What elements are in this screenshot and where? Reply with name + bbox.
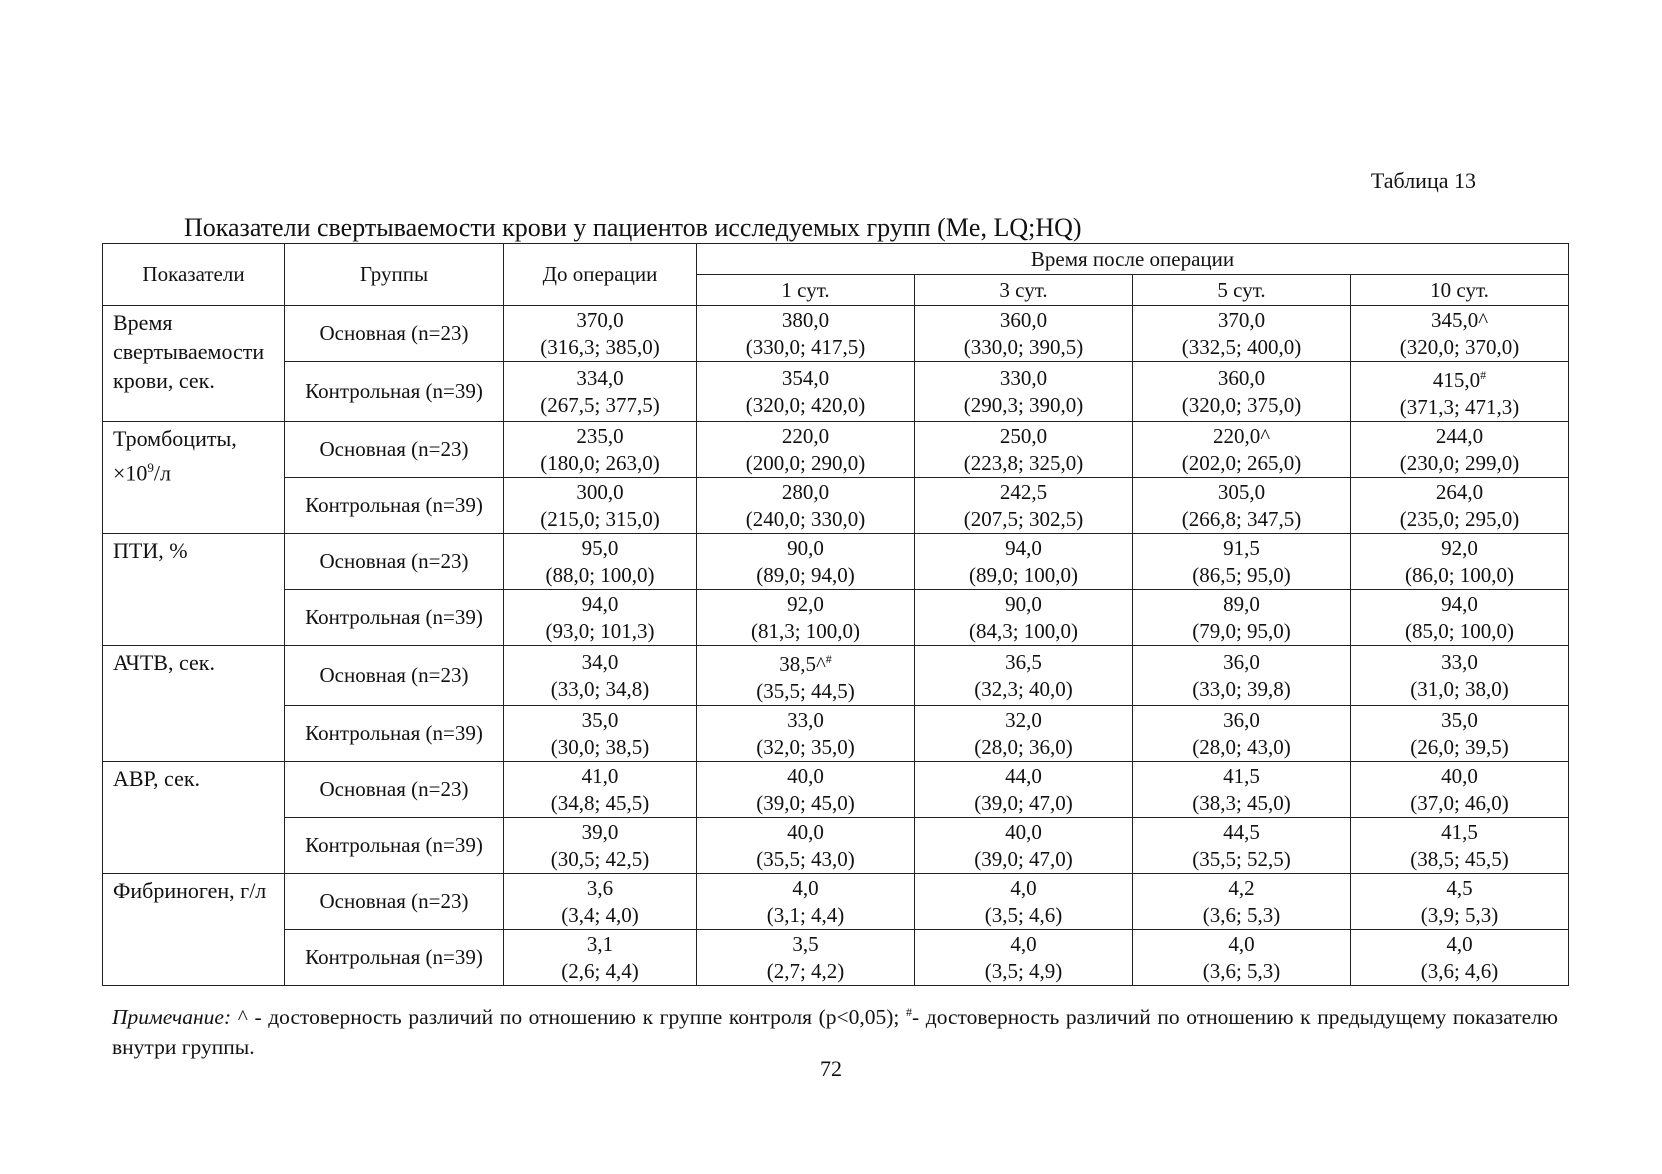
value-cell: [915, 478, 1133, 534]
value-cell: [1133, 762, 1351, 818]
indicator-label: АЧТВ, сек.: [113, 650, 215, 675]
value-cell: [1351, 306, 1569, 362]
group-cell: Контрольная (n=39): [285, 478, 504, 534]
table-row: [103, 874, 1569, 930]
median-value: [1351, 423, 1568, 450]
median-text: 334,0: [576, 365, 624, 390]
median-value: [915, 819, 1132, 846]
median-text: 280,0: [781, 479, 830, 504]
quartile-range: (86,0; 100,0): [1404, 562, 1515, 587]
value-cell: [504, 646, 697, 706]
median-value: [915, 591, 1132, 618]
median-value: [1351, 307, 1568, 334]
quartile-range: (320,0; 420,0): [745, 392, 866, 417]
quartile-range: (34,8; 45,5): [550, 790, 650, 815]
value-cell: [915, 306, 1133, 362]
median-text: 36,0: [1223, 707, 1260, 732]
median-text: 370,0: [576, 307, 624, 332]
value-cell: [697, 534, 915, 590]
table-row: [103, 930, 1569, 986]
median-text: 4,0: [1228, 931, 1255, 956]
table-footnote: [112, 997, 1558, 1062]
quartile-range: (93,0; 101,3): [545, 618, 655, 643]
quartile-range: (3,5; 4,9): [984, 958, 1063, 983]
median-value: [1351, 479, 1568, 506]
value-cell: [1133, 874, 1351, 930]
quartile-range: (85,0; 100,0): [1404, 618, 1515, 643]
median-text: 4,5: [1446, 875, 1473, 900]
quartile-range: (2,6; 4,4): [561, 958, 639, 983]
quartile-range: (207,5; 302,5): [963, 506, 1084, 531]
value-cell: [915, 362, 1133, 422]
median-value: [915, 649, 1132, 676]
median-text: 264,0: [1435, 479, 1484, 504]
header-groups: Группы: [285, 244, 504, 306]
value-cell: [697, 874, 915, 930]
median-value: [697, 423, 914, 450]
value-cell: [504, 422, 697, 478]
header-indicators: Показатели: [103, 244, 285, 306]
quartile-range: (86,5; 95,0): [1192, 562, 1291, 587]
quartile-range: (30,0; 38,5): [550, 734, 650, 759]
median-value: [1133, 763, 1350, 790]
quartile-range: (28,0; 36,0): [974, 734, 1073, 759]
median-text: 354,0: [781, 365, 830, 390]
value-cell: [1351, 646, 1569, 706]
value-cell: [1133, 422, 1351, 478]
quartile-range: (267,5; 377,5): [540, 392, 660, 417]
median-text: 4,0: [792, 875, 819, 900]
header-after-surgery: Время после операции: [697, 244, 1569, 275]
median-text: 91,5: [1223, 535, 1260, 560]
footnote-label: Примечание:: [112, 1005, 232, 1030]
median-text: 345,0^: [1430, 307, 1489, 332]
median-value: [697, 819, 914, 846]
value-cell: [915, 874, 1133, 930]
value-cell: [1351, 930, 1569, 986]
median-value: [1351, 591, 1568, 618]
indicator-cell: [103, 534, 285, 646]
median-text: 35,0: [1441, 707, 1478, 732]
value-cell: [504, 818, 697, 874]
table-row: [103, 590, 1569, 646]
table-row: [103, 762, 1569, 818]
value-cell: [915, 534, 1133, 590]
indicator-sup: 9: [147, 460, 154, 475]
value-cell: [697, 362, 915, 422]
median-text: 330,0: [999, 365, 1048, 390]
value-cell: [915, 706, 1133, 762]
quartile-range: (240,0; 330,0): [745, 506, 866, 531]
value-cell: [504, 706, 697, 762]
median-value: [1133, 365, 1350, 392]
median-value: [1351, 707, 1568, 734]
quartile-range: (320,0; 370,0): [1399, 334, 1520, 359]
value-cell: [1351, 362, 1569, 422]
quartile-range: (3,1; 4,4): [766, 902, 845, 927]
quartile-range: (330,0; 417,5): [745, 334, 866, 359]
quartile-range: (81,3; 100,0): [750, 618, 861, 643]
indicator-label: Время свертываемости крови, сек.: [113, 310, 265, 393]
table-row: [103, 306, 1569, 362]
quartile-range: (37,0; 46,0): [1410, 790, 1509, 815]
median-value: [1351, 763, 1568, 790]
median-value: [915, 763, 1132, 790]
value-cell: [697, 478, 915, 534]
quartile-range: (88,0; 100,0): [545, 562, 655, 587]
median-value: [1133, 875, 1350, 902]
quartile-range: (31,0; 38,0): [1410, 676, 1509, 701]
median-text: 32,0: [1005, 707, 1042, 732]
median-value: [504, 707, 696, 734]
value-cell: [504, 362, 697, 422]
quartile-range: (3,6; 5,3): [1202, 958, 1281, 983]
median-value: [697, 535, 914, 562]
footnote-sup: #: [906, 1005, 913, 1019]
quartile-range: (3,6; 4,6): [1420, 958, 1499, 983]
table-body: [103, 306, 1569, 986]
quartile-range: (3,9; 5,3): [1420, 902, 1499, 927]
median-text: 220,0^: [1212, 423, 1271, 448]
median-value: [1133, 931, 1350, 958]
value-cell: [1133, 930, 1351, 986]
quartile-range: (180,0; 263,0): [540, 450, 660, 475]
median-text: 36,5: [1005, 649, 1042, 674]
header-before-surgery: До операции: [504, 244, 697, 306]
median-value: [504, 479, 696, 506]
value-cell: [1351, 422, 1569, 478]
value-cell: [504, 534, 697, 590]
quartile-range: (332,5; 400,0): [1181, 334, 1302, 359]
value-cell: [697, 306, 915, 362]
quartile-range: (32,0; 35,0): [756, 734, 855, 759]
footnote-text-2: - достоверность различий по отношению к предыдущему показателю внутри группы.: [112, 1005, 1558, 1060]
median-text: 415,0: [1432, 368, 1481, 392]
quartile-range: (32,3; 40,0): [974, 676, 1073, 701]
median-value: [1351, 535, 1568, 562]
median-text: 40,0: [787, 763, 824, 788]
median-text: 89,0: [1223, 591, 1260, 616]
value-cell: [1133, 646, 1351, 706]
median-text: 40,0: [787, 819, 824, 844]
quartile-range: (235,0; 295,0): [1399, 506, 1520, 531]
median-value: [1351, 819, 1568, 846]
value-cell: [697, 818, 915, 874]
quartile-range: (371,3; 471,3): [1399, 395, 1520, 419]
median-text: 44,0: [1005, 763, 1042, 788]
table-number-label: Таблица 13: [1370, 168, 1476, 193]
quartile-range: (28,0; 43,0): [1192, 734, 1291, 759]
group-cell: Основная (n=23): [285, 762, 504, 818]
group-cell: Контрольная (n=39): [285, 706, 504, 762]
group-cell: Контрольная (n=39): [285, 590, 504, 646]
table-row: [103, 478, 1569, 534]
value-cell: [697, 422, 915, 478]
quartile-range: (38,3; 45,0): [1192, 790, 1291, 815]
value-cell: [504, 930, 697, 986]
group-cell: Основная (n=23): [285, 534, 504, 590]
median-text: 39,0: [581, 819, 619, 844]
median-value: [697, 931, 914, 958]
value-cell: [1133, 818, 1351, 874]
quartile-range: (266,8; 347,5): [1181, 506, 1302, 531]
median-value: [915, 423, 1132, 450]
median-value: [504, 423, 696, 450]
median-value: [1133, 649, 1350, 676]
median-value: [1133, 307, 1350, 334]
value-cell: [504, 306, 697, 362]
group-cell: Контрольная (n=39): [285, 818, 504, 874]
value-cell: [1133, 478, 1351, 534]
median-text: 94,0: [581, 591, 619, 616]
significance-mark: #: [1480, 368, 1487, 382]
median-value: [915, 535, 1132, 562]
table-row: [103, 362, 1569, 422]
quartile-range: (39,0; 47,0): [974, 846, 1073, 871]
median-text: 244,0: [1435, 423, 1484, 448]
value-cell: [1133, 534, 1351, 590]
quartile-range: (33,0; 39,8): [1192, 676, 1291, 701]
median-text: 44,5: [1223, 819, 1260, 844]
quartile-range: (33,0; 34,8): [550, 676, 650, 701]
quartile-range: (3,4; 4,0): [561, 902, 639, 927]
page-number: 72: [820, 1056, 842, 1081]
footnote-text-1: ^ - достоверность различий по отношению к группе контроля (р<0,05);: [231, 1005, 907, 1030]
table-row: [103, 706, 1569, 762]
median-value: [504, 365, 696, 392]
median-value: [1351, 931, 1568, 958]
median-text: 94,0: [1005, 535, 1042, 560]
value-cell: [1351, 706, 1569, 762]
median-text: 41,5: [1223, 763, 1260, 788]
indicator-suffix: /л: [153, 460, 172, 486]
median-text: 92,0: [1441, 535, 1478, 560]
quartile-range: (290,3; 390,0): [963, 392, 1084, 417]
median-value: [504, 875, 696, 902]
value-cell: [697, 706, 915, 762]
median-value: [504, 535, 696, 562]
quartile-range: (320,0; 375,0): [1181, 392, 1302, 417]
median-value: [915, 931, 1132, 958]
quartile-range: (223,8; 325,0): [963, 450, 1084, 475]
quartile-range: (202,0; 265,0): [1181, 450, 1302, 475]
quartile-range: (79,0; 95,0): [1192, 618, 1291, 643]
median-text: 235,0: [576, 423, 624, 448]
median-value: [697, 307, 914, 334]
value-cell: [915, 646, 1133, 706]
median-text: 95,0: [581, 535, 619, 560]
group-cell: Основная (n=23): [285, 422, 504, 478]
value-cell: [697, 930, 915, 986]
median-value: [697, 763, 914, 790]
quartile-range: (89,0; 94,0): [756, 562, 855, 587]
median-text: 40,0: [1441, 763, 1478, 788]
median-value: [915, 365, 1132, 392]
value-cell: [1351, 874, 1569, 930]
median-value: [504, 931, 696, 958]
quartile-range: (35,5; 43,0): [756, 846, 855, 871]
value-cell: [1351, 478, 1569, 534]
quartile-range: (3,5; 4,6): [984, 902, 1063, 927]
median-text: 242,5: [999, 479, 1048, 504]
header-day-10: 10 сут.: [1351, 275, 1569, 306]
median-value: [504, 591, 696, 618]
header-day-3: 3 сут.: [915, 275, 1133, 306]
value-cell: [1133, 306, 1351, 362]
indicator-label: ПТИ, %: [113, 538, 188, 563]
quartile-range: (316,3; 385,0): [540, 334, 660, 359]
median-value: [697, 479, 914, 506]
median-value: [1351, 649, 1568, 676]
value-cell: [1133, 590, 1351, 646]
quartile-range: (3,6; 5,3): [1202, 902, 1281, 927]
indicator-cell: [103, 762, 285, 874]
table-row: [103, 818, 1569, 874]
median-text: 3,6: [586, 875, 614, 900]
quartile-range: (84,3; 100,0): [968, 618, 1079, 643]
value-cell: [915, 762, 1133, 818]
indicator-cell: [103, 306, 285, 422]
quartile-range: (38,5; 45,5): [1410, 846, 1509, 871]
group-cell: Основная (n=23): [285, 306, 504, 362]
group-cell: Контрольная (n=39): [285, 930, 504, 986]
median-text: 380,0: [781, 307, 830, 332]
median-text: 40,0: [1005, 819, 1042, 844]
median-text: 4,2: [1228, 875, 1255, 900]
indicator-label: АВР, сек.: [113, 766, 201, 791]
significance-mark: #: [825, 652, 832, 666]
quartile-range: (26,0; 39,5): [1410, 734, 1509, 759]
value-cell: [504, 590, 697, 646]
value-cell: [1351, 534, 1569, 590]
median-value: [1133, 591, 1350, 618]
median-text: 305,0: [1217, 479, 1266, 504]
median-value: [697, 875, 914, 902]
indicator-label: Фибриноген, г/л: [113, 878, 267, 903]
header-day-5: 5 сут.: [1133, 275, 1351, 306]
median-value: [1133, 423, 1350, 450]
median-value: [915, 307, 1132, 334]
median-text: 90,0: [1005, 591, 1042, 616]
median-text: 3,5: [792, 931, 819, 956]
value-cell: [1133, 362, 1351, 422]
quartile-range: (30,5; 42,5): [550, 846, 650, 871]
quartile-range: (330,0; 390,5): [963, 334, 1084, 359]
median-value: [1133, 479, 1350, 506]
quartile-range: (89,0; 100,0): [968, 562, 1079, 587]
median-value: [697, 365, 914, 392]
value-cell: [504, 478, 697, 534]
group-cell: Контрольная (n=39): [285, 362, 504, 422]
indicator-cell: [103, 646, 285, 762]
median-value: [504, 649, 696, 676]
coagulation-table: [102, 243, 1569, 986]
median-text: 41,5: [1441, 819, 1478, 844]
median-text: 360,0: [999, 307, 1048, 332]
table-row: [103, 534, 1569, 590]
group-cell: Основная (n=23): [285, 646, 504, 706]
median-text: 33,0: [787, 707, 824, 732]
median-value: [1133, 707, 1350, 734]
value-cell: [697, 590, 915, 646]
median-text: 370,0: [1217, 307, 1266, 332]
value-cell: [504, 762, 697, 818]
median-text: 41,0: [581, 763, 619, 788]
median-value: [915, 707, 1132, 734]
group-cell: Основная (n=23): [285, 874, 504, 930]
median-text: 360,0: [1217, 365, 1266, 390]
quartile-range: (215,0; 315,0): [540, 506, 660, 531]
table-row: [103, 646, 1569, 706]
median-value: [697, 707, 914, 734]
median-value: [1351, 362, 1568, 394]
header-day-1: 1 сут.: [697, 275, 915, 306]
quartile-range: (2,7; 4,2): [766, 958, 845, 983]
value-cell: [1351, 818, 1569, 874]
median-text: 300,0: [576, 479, 624, 504]
median-value: [697, 591, 914, 618]
indicator-cell: [103, 874, 285, 986]
median-value: [1133, 819, 1350, 846]
median-text: 35,0: [581, 707, 619, 732]
median-value: [1133, 535, 1350, 562]
median-value: [1351, 875, 1568, 902]
value-cell: [1351, 590, 1569, 646]
quartile-range: (35,5; 44,5): [756, 679, 855, 703]
quartile-range: (35,5; 52,5): [1192, 846, 1291, 871]
median-value: [504, 307, 696, 334]
value-cell: [697, 646, 915, 706]
table-row: [103, 422, 1569, 478]
value-cell: [915, 422, 1133, 478]
value-cell: [915, 930, 1133, 986]
indicator-label: Тромбоциты, ×10: [113, 426, 237, 486]
median-text: 4,0: [1446, 931, 1473, 956]
median-text: 4,0: [1010, 875, 1037, 900]
quartile-range: (39,0; 45,0): [756, 790, 855, 815]
median-text: 90,0: [787, 535, 824, 560]
median-text: 220,0: [781, 423, 830, 448]
value-cell: [915, 590, 1133, 646]
median-text: 250,0: [999, 423, 1048, 448]
median-value: [697, 646, 914, 678]
median-text: 38,5^: [779, 652, 826, 676]
median-value: [504, 819, 696, 846]
value-cell: [697, 762, 915, 818]
median-text: 3,1: [586, 931, 614, 956]
median-value: [504, 763, 696, 790]
value-cell: [1133, 706, 1351, 762]
quartile-range: (200,0; 290,0): [745, 450, 866, 475]
median-text: 34,0: [581, 649, 619, 674]
median-text: 92,0: [787, 591, 824, 616]
value-cell: [504, 874, 697, 930]
value-cell: [915, 818, 1133, 874]
value-cell: [1351, 762, 1569, 818]
median-text: 94,0: [1441, 591, 1478, 616]
median-text: 36,0: [1223, 649, 1260, 674]
quartile-range: (230,0; 299,0): [1399, 450, 1520, 475]
quartile-range: (39,0; 47,0): [974, 790, 1073, 815]
median-value: [915, 479, 1132, 506]
median-value: [915, 875, 1132, 902]
median-text: 4,0: [1010, 931, 1037, 956]
table-title: Показатели свертываемости крови у пациентов исследуемых групп (Me, LQ;HQ): [184, 213, 1082, 242]
median-text: 33,0: [1441, 649, 1478, 674]
indicator-cell: [103, 422, 285, 534]
